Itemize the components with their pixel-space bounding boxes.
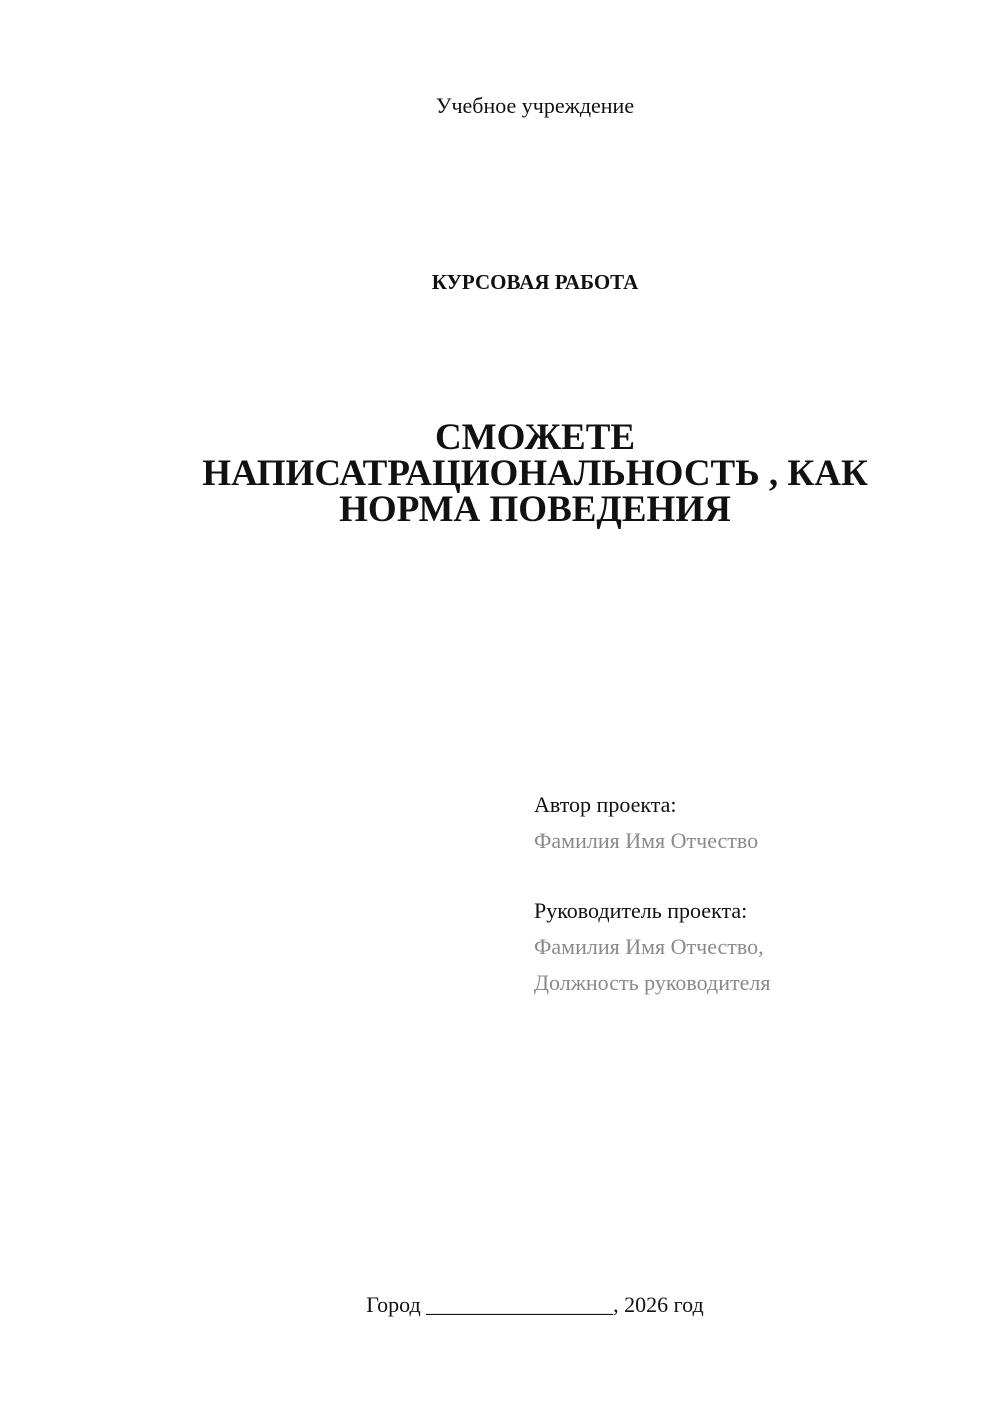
supervisor-label: Руководитель проекта:	[534, 898, 748, 923]
document-title-line-2: НАПИСАТРАЦИОНАЛЬНОСТЬ , КАК	[202, 453, 868, 494]
institution-name: Учебное учреждение	[435, 93, 635, 118]
city-year-line: Город _________________, 2026 год	[366, 1292, 704, 1317]
document-title-line-3: НОРМА ПОВЕДЕНИЯ	[339, 489, 731, 530]
supervisor-position: Должность руководителя	[534, 970, 771, 995]
document-title-line-1: СМОЖЕТЕ	[434, 417, 636, 458]
author-label: Автор проекта:	[534, 792, 677, 817]
document-title	[0, 417, 1000, 530]
credits-spacer	[534, 859, 974, 893]
author-name: Фамилия Имя Отчество	[534, 828, 759, 853]
work-type-heading: КУРСОВАЯ РАБОТА	[431, 270, 639, 294]
supervisor-name: Фамилия Имя Отчество,	[534, 934, 764, 959]
credits-block	[534, 787, 974, 1001]
